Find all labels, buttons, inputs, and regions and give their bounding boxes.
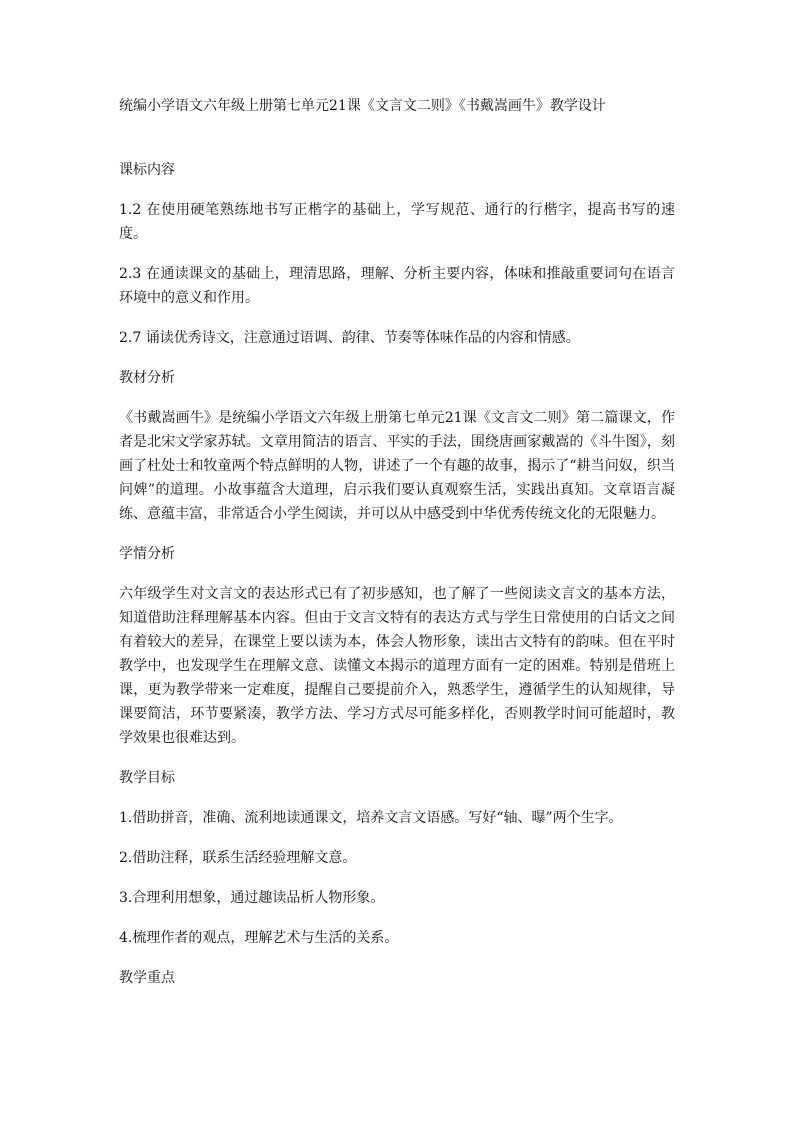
section-heading: 教材分析 (119, 370, 175, 386)
section-student-analysis (119, 542, 675, 750)
section-teaching-focus (119, 966, 675, 990)
paragraph: 1.借助拼音，准确、流利地读通课文，培养文言文语感。写好“轴、曝”两个生字。 (119, 810, 623, 826)
paragraph: 六年级学生对文言文的表达形式已有了初步感知，也了解了一些阅读文言文的基本方法，知道借助注释理解基本内容。但由于文言文特有的表达方式与学生日常使用的白话文之间有着较大的差异，在课堂上要以读为本，体会人物形象，读出古文特有的韵味。但在平时教学中，也发现学生在理解文意、读懂文本揭示的道理方面有一定的困难。特别是借班上课，更为教学带来一定难度，提醒自己要提前介入，熟悉学生，遵循学生的认知规律，导课要简洁，环节要紧凑，教学方法、学习方式尽可能多样化，否则教学时间可能超时，教学效果也很难达到。 (119, 586, 675, 746)
section-teaching-objectives (119, 766, 675, 950)
section-heading: 教学重点 (119, 970, 175, 986)
paragraph: 2.7 诵读优秀诗文，注意通过语调、韵律、节奏等体味作品的内容和情感。 (119, 330, 580, 346)
document-body (119, 158, 675, 1006)
paragraph: 4.梳理作者的观点，理解艺术与生活的关系。 (119, 930, 399, 946)
document-title: 统编小学语文六年级上册第七单元21课《文言文二则》《书戴嵩画牛》教学设计 (119, 98, 606, 114)
section-curriculum-standards (119, 158, 675, 350)
section-heading: 教学目标 (119, 770, 175, 786)
paragraph: 《书戴嵩画牛》是统编小学语文六年级上册第七单元21课《文言文二则》第二篇课文，作者是北宋文学家苏轼。文章用简洁的语言、平实的手法，围绕唐画家戴嵩的《斗牛图》，刻画了杜处士和牧童两个特点鲜明的人物，讲述了一个有趣的故事，揭示了“耕当问奴，织当问婢”的道理。小故事蕴含大道理，启示我们要认真观察生活，实践出真知。文章语言凝练、意蕴丰富，非常适合小学生阅读，并可以从中感受到中华优秀传统文化的无限魅力。 (119, 410, 675, 522)
paragraph: 2.借助注释，联系生活经验理解文意。 (119, 850, 357, 866)
paragraph: 2.3 在通读课文的基础上，理清思路，理解、分析主要内容，体味和推敲重要词句在语言环境中的意义和作用。 (119, 266, 675, 306)
section-heading: 课标内容 (119, 162, 175, 178)
paragraph: 3.合理利用想象，通过趣读品析人物形象。 (119, 890, 385, 906)
section-textbook-analysis (119, 366, 675, 526)
paragraph: 1.2 在使用硬笔熟练地书写正楷字的基础上，学写规范、通行的行楷字，提高书写的速度。 (119, 202, 675, 242)
section-heading: 学情分析 (119, 546, 175, 562)
